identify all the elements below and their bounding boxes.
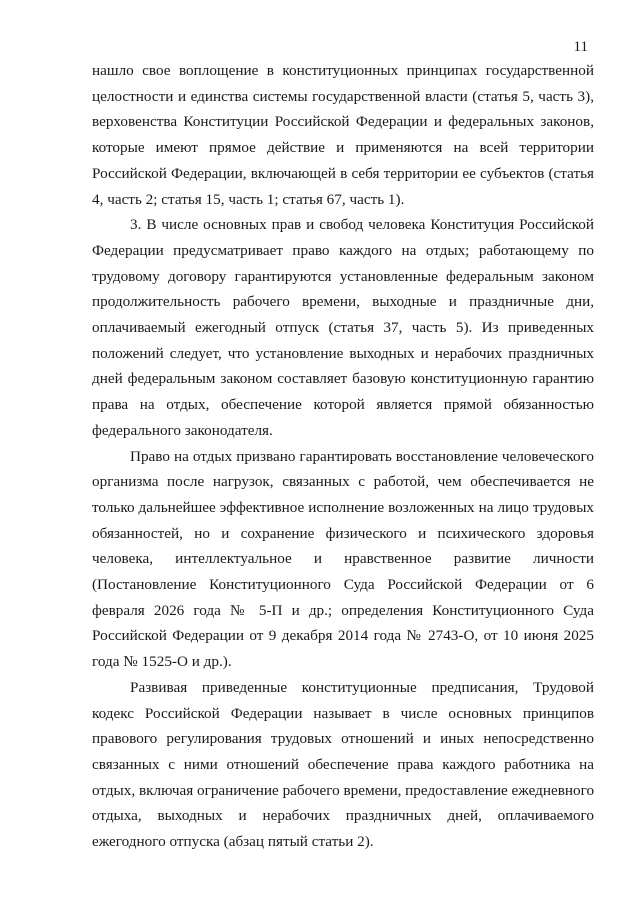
text-line: трудовому договору гарантируются установленные федеральным законом xyxy=(92,267,594,285)
text-line: федерального законодателя. xyxy=(92,421,273,439)
paragraph-3 xyxy=(92,444,594,675)
text-line: Федерации предусматривает право каждого на отдых; работающему по xyxy=(92,241,594,259)
text-line: отдых, включая ограничение рабочего времени, предоставление ежедневного xyxy=(92,781,595,799)
text-line: отдыха, выходных и нерабочих праздничных дней, оплачиваемого xyxy=(92,807,594,825)
text-line: положений следует, что установление выходных и нерабочих праздничных xyxy=(92,344,594,362)
text-line: права на отдых, обеспечение которой является прямой обязанностью xyxy=(92,396,594,414)
text-line: февраля 2026 года № 5-П и др.; определения Конституционного Суда xyxy=(92,601,594,619)
text-line: связанных с ними отношений обеспечение права каждого работника на xyxy=(92,755,594,773)
text-line: 3. В числе основных прав и свобод человека Конституция Российской xyxy=(130,216,594,234)
paragraph-4 xyxy=(92,675,594,855)
text-line: года № 1525-О и др.). xyxy=(92,653,232,671)
text-line: Российской Федерации от 9 декабря 2014 года № 2743-О, от 10 июня 2025 xyxy=(92,627,594,645)
text-line: ежегодного отпуска (абзац пятый статьи 2). xyxy=(92,833,374,851)
text-line: правового регулирования трудовых отношений и иных непосредственно xyxy=(92,730,594,748)
text-line: только дальнейшее эффективное исполнение возложенных на лицо трудовых xyxy=(92,498,594,516)
text-line: обязанностей, но и сохранение физического и психического здоровья xyxy=(92,524,594,542)
text-line: кодекс Российской Федерации называет в числе основных принципов xyxy=(92,704,594,722)
text-line: продолжительность рабочего времени, выходные и праздничные дни, xyxy=(92,293,594,311)
paragraph-2 xyxy=(92,212,594,443)
text-line: целостности и единства системы государственной власти (статья 5, часть 3), xyxy=(92,87,594,105)
text-line: оплачиваемый ежегодный отпуск (статья 37, часть 5). Из приведенных xyxy=(92,319,594,337)
document-body xyxy=(92,58,594,855)
text-line: верховенства Конституции Российской Федерации и федеральных законов, xyxy=(92,113,594,131)
text-line: 4, часть 2; статья 15, часть 1; статья 67, часть 1). xyxy=(92,190,405,208)
text-line: которые имеют прямое действие и применяются на всей территории xyxy=(92,139,594,157)
page-number: 11 xyxy=(573,39,588,55)
text-line: человека, интеллектуальное и нравственное развитие личности xyxy=(92,550,594,568)
text-line: Право на отдых призвано гарантировать восстановление человеческого xyxy=(130,447,594,465)
text-line: нашло свое воплощение в конституционных принципах государственной xyxy=(92,62,594,79)
text-line: дней федеральным законом составляет базовую конституционную гарантию xyxy=(92,370,594,388)
text-line: организма после нагрузок, связанных с работой, чем обеспечивается не xyxy=(92,473,594,491)
text-line: Развивая приведенные конституционные предписания, Трудовой xyxy=(130,678,594,696)
paragraph-1 xyxy=(92,58,594,212)
text-line: (Постановление Конституционного Суда Российской Федерации от 6 xyxy=(92,576,594,594)
text-line: Российской Федерации, включающей в себя территории ее субъектов (статья xyxy=(92,164,594,182)
